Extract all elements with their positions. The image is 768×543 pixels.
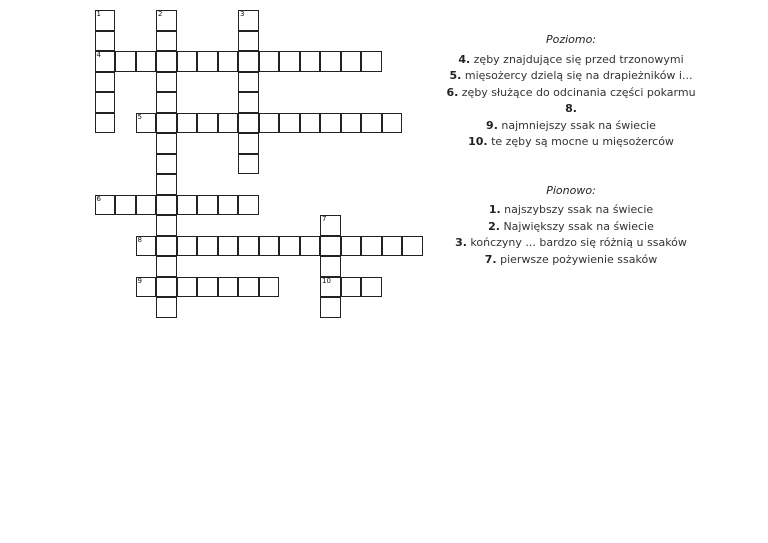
clue-number: 3. (455, 236, 467, 249)
crossword-cell[interactable] (259, 113, 280, 134)
crossword-cell[interactable] (197, 51, 218, 72)
clue-text: najmniejszy ssak na świecie (501, 118, 656, 132)
crossword-cell[interactable] (115, 195, 136, 216)
crossword-cell[interactable] (136, 51, 157, 72)
cell-number: 5 (137, 112, 142, 121)
down-clue-item (440, 235, 702, 252)
crossword-cell[interactable] (341, 236, 362, 257)
across-clue-item (440, 101, 702, 118)
crossword-cell[interactable] (320, 236, 341, 257)
down-clue-item (440, 219, 702, 236)
crossword-cell[interactable] (320, 113, 341, 134)
clues-panel (440, 32, 702, 268)
crossword-cell[interactable] (259, 51, 280, 72)
crossword-cell[interactable] (218, 236, 239, 257)
crossword-cell[interactable] (238, 92, 259, 113)
crossword-cell[interactable] (238, 154, 259, 175)
crossword-cell[interactable] (95, 72, 116, 93)
down-clue-item (440, 252, 702, 269)
clue-text: zęby służące do odcinania części pokarmu (461, 85, 696, 99)
crossword-cell[interactable] (197, 113, 218, 134)
across-heading: Poziomo: (545, 33, 597, 46)
crossword-cell[interactable] (361, 51, 382, 72)
crossword-cell[interactable] (177, 51, 198, 72)
clue-number: 7. (484, 252, 497, 266)
crossword-cell[interactable] (320, 277, 341, 298)
crossword-cell[interactable] (300, 51, 321, 72)
across-clue-item (440, 68, 702, 85)
down-heading: Pionowo: (546, 183, 596, 197)
cell-number: 7 (322, 215, 327, 223)
cell-number: 9 (137, 276, 142, 285)
crossword-cell[interactable] (197, 277, 218, 298)
cell-number: 2 (158, 10, 163, 18)
clue-text: Największy ssak na świecie (503, 219, 654, 233)
crossword-cell[interactable] (156, 297, 177, 318)
crossword-cell[interactable] (238, 277, 259, 298)
clue-number: 1. (488, 203, 501, 216)
crossword-grid (0, 0, 430, 320)
crossword-cell[interactable] (238, 10, 259, 31)
clue-text: najszybszy ssak na świecie (504, 203, 654, 216)
crossword-cell[interactable] (156, 277, 177, 298)
crossword-cell[interactable] (136, 195, 157, 216)
crossword-cell[interactable] (156, 72, 177, 93)
clue-text: pierwsze pożywienie ssaków (500, 252, 658, 266)
across-clue-item (440, 134, 702, 151)
clue-number: 6. (446, 85, 459, 99)
clue-text: zęby znajdujące się przed trzonowymi (473, 52, 684, 66)
crossword-cell[interactable] (156, 10, 177, 31)
crossword-cell[interactable] (177, 195, 198, 216)
crossword-cell[interactable] (402, 236, 423, 257)
crossword-cell[interactable] (361, 236, 382, 257)
crossword-cell[interactable] (279, 236, 300, 257)
crossword-cell[interactable] (218, 113, 239, 134)
crossword-cell[interactable] (218, 195, 239, 216)
cell-number: 4 (96, 51, 101, 59)
crossword-cell[interactable] (95, 195, 116, 216)
crossword-cell[interactable] (300, 113, 321, 134)
cell-number: 8 (137, 235, 142, 244)
crossword-cell[interactable] (238, 133, 259, 154)
clue-text: te zęby są mocne u mięsożerców (491, 135, 674, 148)
crossword-cell[interactable] (320, 215, 341, 236)
crossword-cell[interactable] (218, 277, 239, 298)
crossword-cell[interactable] (197, 195, 218, 216)
crossword-cell[interactable] (238, 72, 259, 93)
crossword-cell[interactable] (177, 113, 198, 134)
crossword-cell[interactable] (177, 236, 198, 257)
crossword-cell[interactable] (95, 51, 116, 72)
crossword-cell[interactable] (95, 31, 116, 52)
crossword-cell[interactable] (341, 277, 362, 298)
clue-number: 8. (565, 102, 577, 115)
crossword-cell[interactable] (95, 92, 116, 113)
crossword-cell[interactable] (136, 236, 157, 257)
cell-number: 6 (96, 194, 101, 203)
crossword-cell[interactable] (259, 236, 280, 257)
crossword-cell[interactable] (320, 51, 341, 72)
crossword-cell[interactable] (156, 174, 177, 195)
crossword-cell[interactable] (115, 51, 136, 72)
crossword-cell[interactable] (238, 195, 259, 216)
crossword-cell[interactable] (320, 297, 341, 318)
across-clue-list (440, 52, 702, 151)
crossword-cell[interactable] (238, 113, 259, 134)
crossword-cell[interactable] (156, 236, 177, 257)
crossword-cell[interactable] (382, 236, 403, 257)
clue-text: mięsożercy dzielą się na drapieżników i... (464, 69, 693, 82)
across-clue-item (440, 85, 702, 102)
crossword-cell[interactable] (361, 277, 382, 298)
clue-number: 2. (488, 219, 500, 233)
crossword-cell[interactable] (238, 236, 259, 257)
cell-number: 3 (240, 10, 245, 18)
crossword-cell[interactable] (156, 31, 177, 52)
crossword-cell[interactable] (238, 51, 259, 72)
clue-number: 5. (449, 69, 462, 82)
crossword-cell[interactable] (218, 51, 239, 72)
crossword-cell[interactable] (156, 133, 177, 154)
clue-number: 4. (458, 52, 471, 66)
crossword-cell[interactable] (156, 195, 177, 216)
crossword-cell[interactable] (279, 113, 300, 134)
crossword-cell[interactable] (238, 31, 259, 52)
crossword-cell[interactable] (341, 51, 362, 72)
crossword-cell[interactable] (177, 277, 198, 298)
crossword-cell[interactable] (361, 113, 382, 134)
crossword-cell[interactable] (156, 154, 177, 175)
crossword-cell[interactable] (136, 277, 157, 298)
crossword-cell[interactable] (300, 236, 321, 257)
clue-text: kończyny ... bardzo się różnią u ssaków (470, 236, 687, 249)
crossword-cell[interactable] (156, 51, 177, 72)
clue-number: 9. (486, 118, 498, 132)
crossword-cell[interactable] (156, 92, 177, 113)
down-clue-item (440, 202, 702, 219)
crossword-cell[interactable] (95, 113, 116, 134)
crossword-cell[interactable] (382, 113, 403, 134)
crossword-cell[interactable] (279, 51, 300, 72)
crossword-cell[interactable] (320, 256, 341, 277)
clue-number: 10. (468, 135, 488, 148)
crossword-cell[interactable] (95, 10, 116, 31)
crossword-cell[interactable] (197, 236, 218, 257)
across-clue-item (440, 118, 702, 135)
crossword-cell[interactable] (259, 277, 280, 298)
cell-number: 1 (96, 10, 101, 18)
down-clue-list (440, 202, 702, 268)
across-clue-item (440, 52, 702, 69)
crossword-cell[interactable] (156, 113, 177, 134)
crossword-cell[interactable] (341, 113, 362, 134)
crossword-cell[interactable] (156, 215, 177, 236)
cell-number: 10 (322, 276, 331, 285)
crossword-cell[interactable] (136, 113, 157, 134)
crossword-cell[interactable] (156, 256, 177, 277)
